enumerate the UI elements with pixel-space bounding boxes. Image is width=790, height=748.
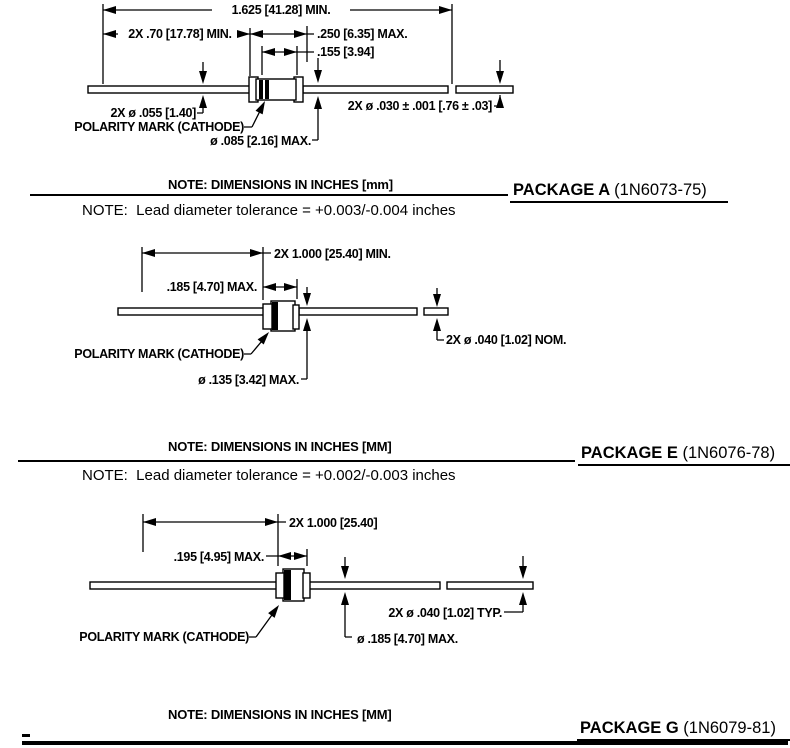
body-collar-right bbox=[303, 573, 310, 598]
package-e-part-range: (1N6076-78) bbox=[682, 444, 776, 462]
dim-body-dia-label: ø .185 [4.70] MAX. bbox=[357, 632, 458, 646]
package-g-part-range: (1N6079-81) bbox=[683, 719, 776, 737]
dim-body-dia-label: ø .085 [2.16] MAX. bbox=[210, 134, 311, 148]
polarity-mark-label: POLARITY MARK (CATHODE) bbox=[74, 120, 244, 134]
note-dimensions-e: NOTE: DIMENSIONS IN INCHES [MM] bbox=[168, 439, 392, 454]
package-a-title bbox=[510, 181, 728, 203]
body-collar-left bbox=[276, 573, 284, 598]
dim-lead-length-label: 2X .70 [17.78] MIN. bbox=[128, 27, 232, 41]
dim-lead-dia bbox=[433, 288, 566, 347]
cathode-band bbox=[284, 570, 291, 600]
dim-body-length-label: .185 [4.70] MAX. bbox=[166, 280, 257, 294]
package-e-name: PACKAGE E bbox=[581, 444, 678, 462]
polarity-mark-callout bbox=[74, 329, 272, 361]
package-a-part-range: (1N6073-75) bbox=[614, 181, 707, 199]
dim-body-dia bbox=[341, 557, 458, 646]
cathode-band bbox=[265, 80, 269, 99]
package-e-title bbox=[578, 444, 790, 466]
dim-body-length bbox=[167, 279, 297, 299]
note-tolerance-e: NOTE: Lead diameter tolerance = +0.002/-0.003 inches bbox=[82, 467, 456, 484]
cathode-band bbox=[259, 80, 263, 99]
dim-body-length-label: .155 [3.94] bbox=[317, 45, 375, 59]
polarity-mark-label: POLARITY MARK (CATHODE) bbox=[74, 347, 244, 361]
note-dimensions-a: NOTE: DIMENSIONS IN INCHES [mm] bbox=[168, 177, 393, 192]
dim-body-length bbox=[174, 549, 307, 566]
lead-left bbox=[118, 308, 267, 315]
lead-left bbox=[90, 582, 278, 589]
package-e-outline-drawing bbox=[0, 240, 790, 390]
polarity-mark-callout bbox=[79, 603, 282, 644]
dim-body-length-label: .195 [4.95] MAX. bbox=[173, 550, 264, 564]
package-g-component bbox=[90, 569, 533, 601]
dim-lead-dia-right-label: 2X ø .030 ± .001 [.76 ± .03] bbox=[347, 99, 492, 113]
lead-right bbox=[309, 582, 440, 589]
note-dimensions-g: NOTE: DIMENSIONS IN INCHES [MM] bbox=[168, 707, 392, 722]
dim-lead-dia-label: 2X ø .040 [1.02] NOM. bbox=[446, 333, 567, 347]
polarity-mark-label: POLARITY MARK (CATHODE) bbox=[79, 630, 249, 644]
dim-lead-length-label: 2X 1.000 [25.40] MIN. bbox=[274, 247, 391, 261]
package-a-outline-drawing bbox=[0, 0, 790, 170]
lead-right bbox=[303, 86, 448, 93]
lead-right-stub bbox=[424, 308, 448, 315]
separator-a bbox=[30, 194, 508, 196]
body-collar-left bbox=[263, 304, 272, 329]
dim-lead-dia-left-label: 2X ø .055 [1.40] bbox=[110, 106, 196, 120]
dim-lead-length-label: 2X 1.000 [25.40] bbox=[289, 516, 378, 530]
cathode-band bbox=[272, 302, 278, 330]
body-collar-right bbox=[293, 305, 299, 329]
package-e-component bbox=[118, 301, 448, 331]
dim-overall-length bbox=[103, 3, 452, 84]
dim-lead-length bbox=[103, 27, 250, 76]
dim-body-dia-label: ø .135 [3.42] MAX. bbox=[198, 373, 299, 387]
package-g-title bbox=[577, 719, 790, 741]
lead-right bbox=[299, 308, 417, 315]
page-footer-rule bbox=[22, 741, 788, 745]
separator-e bbox=[18, 460, 575, 462]
lead-left bbox=[88, 86, 250, 93]
dim-body-dia bbox=[210, 58, 322, 148]
package-g-outline-drawing bbox=[0, 505, 790, 655]
lead-right-stub bbox=[456, 86, 513, 93]
page-footer-tick bbox=[22, 734, 30, 737]
dim-overall-label: 1.625 [41.28] MIN. bbox=[231, 3, 331, 17]
package-g-name: PACKAGE G bbox=[580, 719, 679, 737]
dim-lead-dia-label: 2X ø .040 [1.02] TYP. bbox=[388, 606, 502, 620]
package-a-name: PACKAGE A bbox=[513, 181, 610, 199]
lead-right-stub bbox=[447, 582, 533, 589]
note-tolerance-a: NOTE: Lead diameter tolerance = +0.003/-0.004 inches bbox=[82, 202, 456, 219]
dim-body-max-label: .250 [6.35] MAX. bbox=[317, 27, 408, 41]
